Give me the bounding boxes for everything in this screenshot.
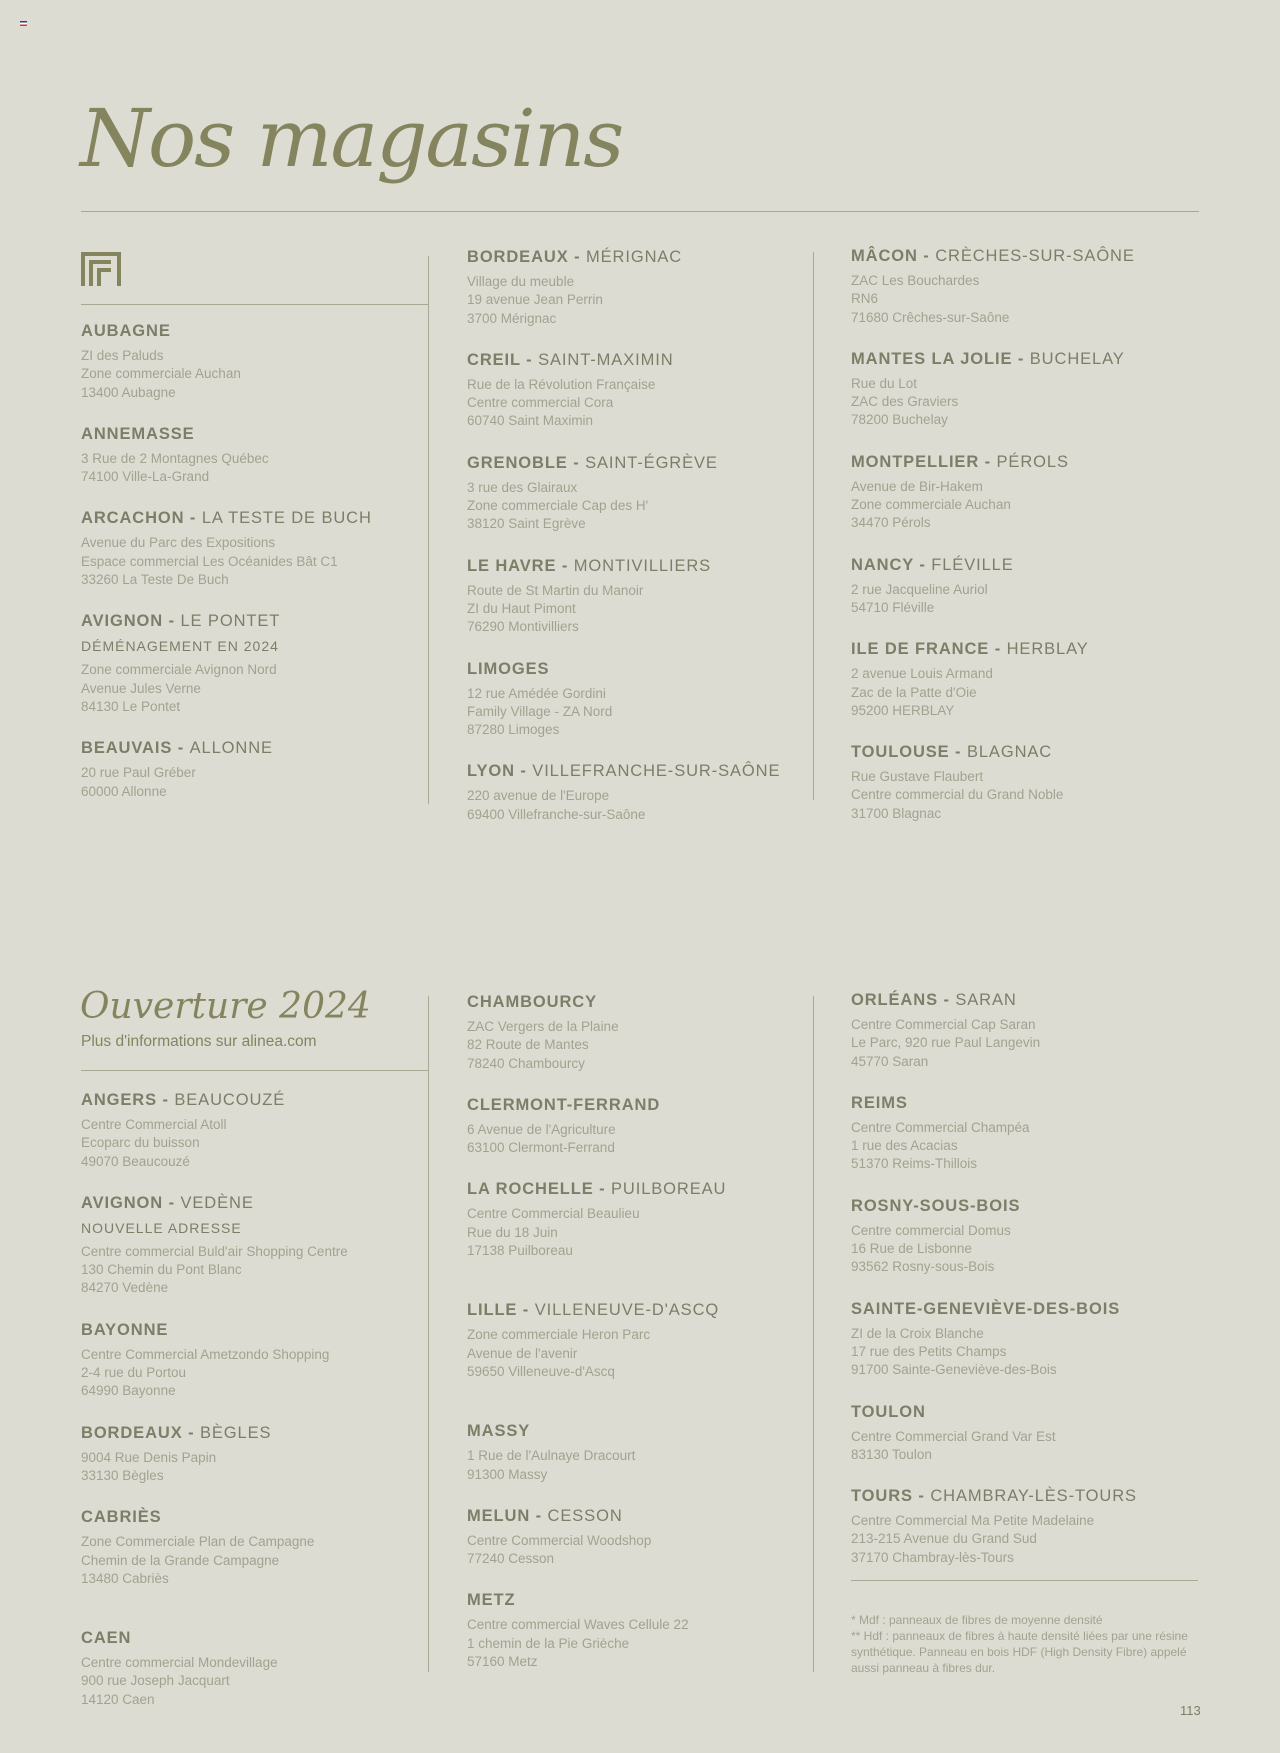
store-entry [851, 1299, 1201, 1380]
store-title-separator: - [530, 1506, 548, 1525]
store-title [851, 555, 1201, 576]
store-address-line: 213-215 Avenue du Grand Sud [851, 1531, 1037, 1547]
store-title [81, 611, 431, 632]
store-address-line: Zone commerciale Auchan [81, 366, 241, 382]
store-title [81, 1320, 431, 1341]
store-title [851, 349, 1201, 370]
store-address-line: 64990 Bayonne [81, 1383, 176, 1399]
store-title [851, 452, 1201, 473]
store-entry [851, 1402, 1201, 1465]
store-title [467, 992, 817, 1013]
store-locality: ALLONNE [189, 739, 273, 758]
store-city: ROSNY-SOUS-BOIS [851, 1196, 1021, 1215]
store-title [851, 1486, 1201, 1507]
store-address-line: Rue Gustave Flaubert [851, 769, 984, 785]
store-address-line: 38120 Saint Egrève [467, 516, 586, 532]
store-city: MELUN [467, 1506, 531, 1525]
store-locality: SARAN [955, 991, 1017, 1009]
store-address-line: ZAC Les Bouchardes [851, 273, 980, 288]
store-address-line: 14120 Caen [81, 1691, 155, 1707]
store-entry [851, 742, 1201, 823]
store-address-line: 6 Avenue de l'Agriculture [467, 1121, 616, 1137]
store-title-separator: - [172, 739, 190, 758]
store-title [467, 1179, 817, 1200]
store-address-line: Centre Commercial Ma Petite Madelaine [851, 1513, 1095, 1529]
store-title [81, 1423, 431, 1444]
store-title-separator: - [979, 452, 997, 471]
store-title [81, 1193, 431, 1214]
store-address-line: 91300 Massy [467, 1466, 548, 1482]
store-locality: CRÈCHES-SUR-SAÔNE [935, 247, 1135, 265]
store-city: BEAUVAIS [81, 739, 173, 758]
store-address-line: Zone commerciale Avignon Nord [81, 662, 277, 678]
store-city: GRENOBLE [467, 453, 568, 472]
store-address-line: Zone Commerciale Plan de Campagne [81, 1534, 315, 1550]
footnote-divider [851, 1580, 1198, 1581]
store-address-line: Zone commerciale Cap des H' [467, 498, 649, 514]
store-address-line: 60000 Allonne [81, 783, 167, 799]
store-title-separator: - [520, 350, 539, 369]
store-locality: LA TESTE DE BUCH [201, 509, 372, 528]
store-city: NANCY [851, 555, 914, 574]
footnotes [851, 1612, 1201, 1676]
store-address-line: 74100 Ville-La-Grand [81, 469, 210, 485]
store-address-line: Zone commerciale Heron Parc [467, 1327, 651, 1343]
store-address-line: 78200 Buchelay [851, 412, 948, 428]
store-entry [467, 659, 817, 740]
store-title-separator: - [567, 453, 586, 472]
store-locality: MONTIVILLIERS [573, 556, 712, 575]
store-city: LYON [467, 762, 515, 781]
store-entry [467, 1300, 817, 1381]
store-entry [467, 1095, 817, 1158]
store-city: MÂCON [851, 247, 918, 265]
store-address-line: Centre commercial Waves Cellule 22 [467, 1617, 689, 1633]
store-address-line: Rue de la Révolution Française [467, 376, 656, 392]
store-city: CREIL [467, 350, 521, 369]
store-entry [467, 453, 817, 534]
store-address-line: Centre commercial Mondevillage [81, 1655, 278, 1671]
store-entry [467, 1179, 817, 1260]
footnote-mdf: * Mdf : panneaux de fibres de moyenne densité [851, 1613, 1103, 1627]
store-entry [467, 556, 817, 637]
store-title-separator: - [593, 1180, 611, 1199]
store-entry [81, 1193, 431, 1298]
store-address-line: 69400 Villefranche-sur-Saône [467, 806, 646, 822]
store-address-line: Centre Commercial Champéa [851, 1119, 1030, 1135]
store-city: BORDEAUX [81, 1423, 183, 1442]
store-address-line: 130 Chemin du Pont Blanc [81, 1262, 242, 1278]
store-locality: BLAGNAC [966, 743, 1053, 762]
store-note: DÉMÉNAGEMENT EN 2024 [81, 638, 279, 655]
store-address-line: Centre commercial Buld'air Shopping Centre [81, 1243, 348, 1259]
store-address-line: Centre Commercial Atoll [81, 1117, 227, 1132]
store-entry [467, 761, 817, 824]
store-city: AUBAGNE [81, 322, 171, 340]
store-address-line: Family Village - ZA Nord [467, 703, 613, 719]
store-entry [851, 452, 1201, 533]
store-city: ANGERS [81, 1091, 157, 1109]
store-locality: PÉROLS [996, 452, 1069, 471]
store-address-line: 71680 Crêches-sur-Saône [851, 309, 1010, 325]
store-locality: FLÉVILLE [931, 555, 1014, 574]
store-address-line: 3 rue des Glairaux [467, 479, 578, 495]
store-address-line: Espace commercial Les Océanides Bât C1 [81, 553, 338, 569]
store-address-line: ZAC des Graviers [851, 394, 959, 410]
store-entry [81, 508, 431, 589]
store-address-line: Avenue du Parc des Expositions [81, 535, 276, 551]
store-locality: SAINT-ÉGRÈVE [585, 453, 718, 472]
store-title-separator: - [949, 743, 967, 762]
store-locality: VILLENEUVE-D'ASCQ [534, 1301, 720, 1320]
store-locality: VEDÈNE [180, 1193, 254, 1212]
store-city: TOULOUSE [851, 743, 950, 762]
store-city: ARCACHON [81, 509, 185, 528]
store-address-line: Route de St Martin du Manoir [467, 582, 644, 598]
store-title-separator: - [568, 248, 586, 266]
store-locality: VILLEFRANCHE-SUR-SAÔNE [532, 762, 781, 781]
store-title [467, 453, 817, 474]
store-city: LE HAVRE [467, 556, 557, 575]
store-city: AVIGNON [81, 612, 164, 631]
store-city: BORDEAUX [467, 248, 569, 266]
store-address-line: 31700 Blagnac [851, 805, 942, 821]
store-address-line: 60740 Saint Maximin [467, 413, 594, 429]
store-entry [81, 424, 431, 487]
store-entry [467, 992, 817, 1073]
store-title [851, 742, 1201, 763]
store-address-line: 77240 Cesson [467, 1551, 555, 1567]
stores-column-top-2 [467, 247, 817, 846]
stores-column-bottom-2 [467, 992, 817, 1693]
store-address-line: 51370 Reims-Thillois [851, 1156, 978, 1172]
page-title: Nos magasins [80, 92, 623, 185]
store-entry [81, 1090, 431, 1171]
store-address-line: 3700 Mérignac [467, 310, 557, 326]
store-title-separator: - [1012, 349, 1030, 368]
store-address-line: Centre Commercial Cap Saran [851, 1017, 1036, 1032]
store-address-line: 76290 Montivilliers [467, 619, 579, 635]
store-address-line: Zac de la Patte d'Oie [851, 684, 977, 700]
store-city: TOURS [851, 1487, 913, 1506]
store-city: BAYONNE [81, 1320, 169, 1339]
store-address-line: Rue du 18 Juin [467, 1224, 558, 1240]
store-address-line: 17 rue des Petits Champs [851, 1343, 1007, 1359]
store-address-line: 87280 Limoges [467, 722, 560, 738]
store-title [851, 1093, 1201, 1114]
store-address-line: 33260 La Teste De Buch [81, 572, 229, 588]
store-entry [851, 349, 1201, 430]
store-city: CHAMBOURCY [467, 993, 597, 1011]
store-title-separator: - [163, 612, 181, 631]
store-title-separator: - [989, 640, 1007, 659]
store-city: CABRIÈS [81, 1508, 162, 1527]
store-address-line: 13400 Aubagne [81, 384, 176, 400]
store-title [851, 1196, 1201, 1217]
store-entry [467, 1506, 817, 1569]
store-entry [81, 321, 431, 402]
stores-column-top-3 [851, 246, 1201, 845]
store-address-line: Rue du Lot [851, 375, 918, 391]
store-title-separator: - [937, 991, 956, 1009]
store-title-separator: - [913, 555, 932, 574]
store-locality: BÈGLES [200, 1423, 272, 1442]
store-title [467, 247, 817, 268]
store-address-line: 2-4 rue du Portou [81, 1365, 187, 1381]
store-address-line: 84130 Le Pontet [81, 698, 181, 714]
store-address-line: 84270 Vedène [81, 1280, 169, 1296]
store-address-line: 12 rue Amédée Gordini [467, 685, 606, 701]
store-title [81, 321, 431, 342]
store-address-line: Chemin de la Grande Campagne [81, 1552, 280, 1568]
store-address-line: 16 Rue de Lisbonne [851, 1241, 972, 1257]
store-title [81, 424, 431, 445]
store-title [467, 1506, 817, 1527]
store-city: REIMS [851, 1093, 908, 1112]
store-address-line: ZI du Haut Pimont [467, 600, 576, 616]
opening-divider [81, 1070, 428, 1071]
store-entry [851, 555, 1201, 618]
language-flag-icon[interactable] [20, 21, 27, 26]
stores-column-top-1 [81, 321, 431, 823]
store-locality: CHAMBRAY-LÈS-TOURS [930, 1487, 1137, 1506]
store-address-line: 1 Rue de l'Aulnaye Dracourt [467, 1448, 636, 1464]
store-locality: LE PONTET [180, 612, 281, 631]
alinea-logo-icon [81, 252, 121, 288]
store-title [467, 1421, 817, 1442]
store-title-separator: - [163, 1193, 181, 1212]
store-address-line: Centre Commercial Ametzondo Shopping [81, 1346, 330, 1362]
store-address-line: Centre commercial Domus [851, 1222, 1011, 1238]
store-title [467, 1590, 817, 1611]
store-title [467, 556, 817, 577]
store-title-separator: - [556, 556, 574, 575]
store-address-line: 900 rue Joseph Jacquart [81, 1673, 230, 1689]
store-title [851, 1402, 1201, 1423]
store-address-line: 63100 Clermont-Ferrand [467, 1140, 615, 1156]
store-address-line: RN6 [851, 291, 879, 307]
store-city: CLERMONT-FERRAND [467, 1095, 661, 1114]
store-title [467, 1300, 817, 1321]
store-title [851, 639, 1201, 660]
store-address-line: ZAC Vergers de la Plaine [467, 1019, 619, 1034]
store-title-separator: - [514, 762, 533, 781]
stores-column-bottom-1 [81, 1090, 431, 1731]
store-address-line: ZI de la Croix Blanche [851, 1325, 984, 1341]
store-address-line: Le Parc, 920 rue Paul Langevin [851, 1035, 1041, 1051]
store-address-line: 49070 Beaucouzé [81, 1153, 190, 1169]
store-entry [81, 1507, 431, 1588]
store-entry [851, 639, 1201, 720]
store-title [851, 1299, 1201, 1320]
store-address-line: 59650 Villeneuve-d'Ascq [467, 1363, 615, 1379]
page-number: 113 [1180, 1703, 1201, 1718]
store-address-line: 9004 Rue Denis Papin [81, 1449, 217, 1465]
store-title-separator: - [917, 247, 936, 265]
store-address-line: 93562 Rosny-sous-Bois [851, 1259, 995, 1275]
store-title [81, 508, 431, 529]
store-title-separator: - [912, 1487, 931, 1506]
title-divider [81, 211, 1199, 212]
store-locality: HERBLAY [1006, 640, 1089, 659]
store-address-line: 33130 Bègles [81, 1467, 164, 1483]
store-city: LILLE [467, 1301, 518, 1320]
store-address-line: Avenue Jules Verne [81, 680, 201, 696]
store-title-separator: - [517, 1301, 535, 1320]
store-address-line: Ecoparc du buisson [81, 1135, 200, 1151]
store-entry [467, 1590, 817, 1671]
store-locality: BEAUCOUZÉ [174, 1091, 286, 1109]
store-entry [467, 1421, 817, 1484]
store-note: NOUVELLE ADRESSE [81, 1219, 242, 1236]
store-locality: CESSON [547, 1506, 623, 1525]
store-title [467, 761, 817, 782]
store-entry [81, 1628, 431, 1709]
store-title [467, 1095, 817, 1116]
store-title [81, 1090, 431, 1111]
store-title [851, 990, 1201, 1011]
store-address-line: Zone commerciale Auchan [851, 497, 1011, 513]
store-address-line: Centre Commercial Beaulieu [467, 1206, 640, 1222]
store-address-line: Centre commercial du Grand Noble [851, 787, 1064, 803]
store-address-line: 83130 Toulon [851, 1446, 932, 1462]
store-city: CAEN [81, 1629, 132, 1648]
store-address-line: 2 avenue Louis Armand [851, 666, 993, 682]
store-address-line: 82 Route de Mantes [467, 1037, 589, 1053]
store-address-line: 1 rue des Acacias [851, 1138, 958, 1154]
store-entry [81, 738, 431, 801]
store-city: METZ [467, 1591, 516, 1610]
store-title-separator: - [182, 1423, 200, 1442]
store-city: ANNEMASSE [81, 424, 195, 443]
store-address-line: 91700 Sainte-Geneviève-des-Bois [851, 1362, 1057, 1378]
store-entry [467, 247, 817, 328]
logo-divider [81, 304, 428, 305]
store-address-line: 20 rue Paul Gréber [81, 765, 196, 781]
store-title [81, 738, 431, 759]
store-address-line: 220 avenue de l'Europe [467, 788, 610, 804]
store-entry [851, 990, 1201, 1071]
store-locality: BUCHELAY [1029, 349, 1125, 368]
store-address-line: 95200 HERBLAY [851, 702, 955, 718]
store-city: MANTES LA JOLIE [851, 349, 1013, 368]
store-address-line: Centre commercial Cora [467, 395, 614, 411]
store-title [81, 1628, 431, 1649]
store-entry [851, 1093, 1201, 1174]
store-title [851, 246, 1201, 267]
store-city: TOULON [851, 1402, 926, 1421]
store-entry [81, 1320, 431, 1401]
store-address-line: 2 rue Jacqueline Auriol [851, 581, 988, 597]
store-address-line: 34470 Pérols [851, 515, 931, 531]
store-city: SAINTE-GENEVIÈVE-DES-BOIS [851, 1299, 1121, 1318]
store-address-line: Centre Commercial Woodshop [467, 1532, 652, 1548]
store-address-line: Avenue de l'avenir [467, 1345, 578, 1361]
store-address-line: 19 avenue Jean Perrin [467, 292, 603, 308]
store-address-line: 17138 Puilboreau [467, 1243, 573, 1259]
footnote-hdf: ** Hdf : panneaux de fibres à haute densité liées par une résine synthétique. Panneau en bois HDF (High Density Fibre) appelé aussi panneau à fibres dur. [851, 1629, 1188, 1675]
store-address-line: 37170 Chambray-lès-Tours [851, 1549, 1014, 1565]
stores-column-bottom-3 [851, 990, 1201, 1589]
store-address-line: Avenue de Bir-Hakem [851, 478, 983, 494]
store-city: LA ROCHELLE [467, 1180, 594, 1199]
store-entry [467, 350, 817, 431]
store-address-line: 54710 Fléville [851, 599, 935, 615]
store-address-line: 1 chemin de la Pie Grièche [467, 1635, 630, 1651]
store-locality: PUILBOREAU [611, 1180, 727, 1199]
store-title-separator: - [184, 509, 202, 528]
store-locality: SAINT-MAXIMIN [538, 350, 674, 369]
store-entry [851, 1486, 1201, 1567]
store-entry [81, 611, 431, 716]
store-title [81, 1507, 431, 1528]
store-address-line: 3 Rue de 2 Montagnes Québec [81, 450, 269, 466]
store-address-line: 13480 Cabriès [81, 1570, 169, 1586]
store-address-line: Centre Commercial Grand Var Est [851, 1428, 1056, 1444]
store-title-separator: - [157, 1091, 175, 1109]
store-title [467, 659, 817, 680]
store-address-line: 45770 Saran [851, 1053, 929, 1069]
opening-title: Ouverture 2024 [80, 986, 371, 1027]
store-locality: MÉRIGNAC [586, 248, 683, 266]
store-city: ORLÉANS [851, 991, 938, 1009]
store-address-line: Village du meuble [467, 274, 575, 289]
store-entry [851, 246, 1201, 327]
store-address-line: ZI des Paluds [81, 348, 164, 363]
store-city: ILE DE FRANCE [851, 640, 990, 659]
store-title [467, 350, 817, 371]
store-city: MASSY [467, 1422, 531, 1441]
opening-info-link[interactable]: Plus d'informations sur alinea.com [81, 1033, 317, 1050]
store-entry [81, 1423, 431, 1486]
store-address-line: 57160 Metz [467, 1654, 538, 1670]
store-city: AVIGNON [81, 1193, 164, 1212]
store-city: LIMOGES [467, 659, 550, 678]
store-entry [851, 1196, 1201, 1277]
store-address-line: 78240 Chambourcy [467, 1055, 585, 1071]
store-city: MONTPELLIER [851, 452, 980, 471]
